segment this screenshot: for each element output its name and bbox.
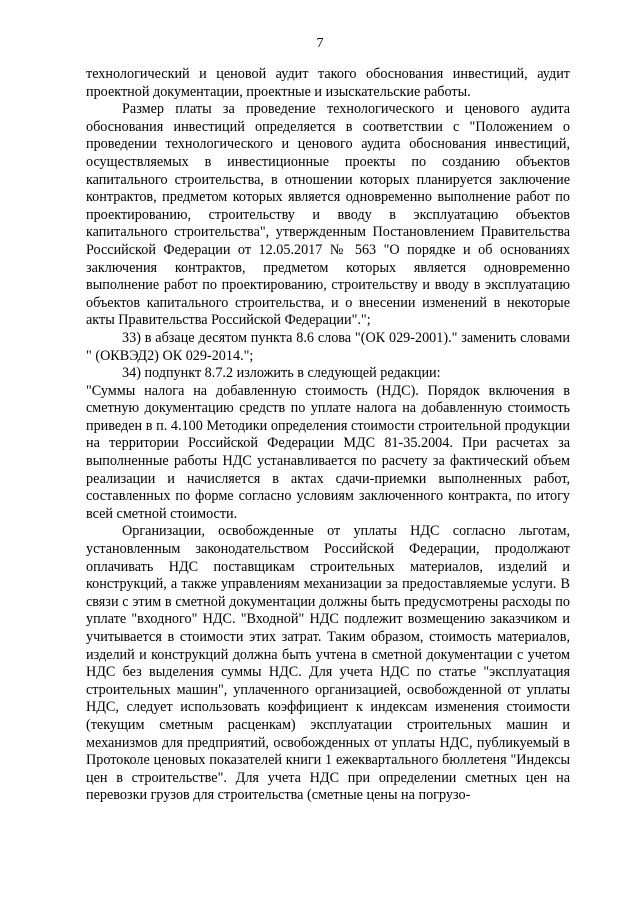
document-body bbox=[86, 66, 570, 805]
page-number: 7 bbox=[316, 36, 324, 51]
paragraph-vat-amounts: "Суммы налога на добавленную стоимость (НДС). Порядок включения в сметную документацию средств по уплате налога на добавленную стоимость приведен в п. 4.100 Методики определения стоимости строительной продукции на территории Российской Федерации МДС 81-35.2004. При расчетах за выполненные работы НДС устанавливается по расчету за фактический объем реализации и начисляется в актах сдачи-приемки выполненных работ, составленных по форме согласно условиям заключенного контракта, по итогу всей сметной стоимости. bbox=[86, 382, 570, 522]
paragraph-audit-fee: Размер платы за проведение технологического и ценового аудита обоснования инвестиций определяется в соответствии с "Положением о проведении технологического и ценового аудита обоснования инвестиций, осуществляемых в инвестиционные проекты по созданию объектов капитального строительства, в отношении которых планируется заключение контрактов, предметом которых является одновременно выполнение работ по проектированию, строительству и вводу в эксплуатацию объектов капитального строительства", утвержденным Постановлением Правительства Российской Федерации от 12.05.2017 № 563 "О порядке и об основаниях заключения контрактов, предметом которых является одновременно выполнение работ по проектированию, строительству и вводу в эксплуатацию объектов капитального строительства, и о внесении изменений в некоторые акты Правительства Российской Федерации"."; bbox=[86, 101, 570, 329]
paragraph-continuation: технологический и ценовой аудит такого обоснования инвестиций, аудит проектной документации, проектные и изыскательские работы. bbox=[86, 66, 570, 100]
paragraph-item-33: 33) в абзаце десятом пункта 8.6 слова "(ОК 029-2001)." заменить словами " (ОКВЭД2) ОК 029-2014."; bbox=[86, 329, 570, 364]
paragraph-item-34: 34) подпункт 8.7.2 изложить в следующей редакции: bbox=[122, 365, 441, 382]
paragraph-vat-exempt-organizations: Организации, освобожденные от уплаты НДС согласно льготам, установленным законодательством Российской Федерации, продолжают оплачивать НДС поставщикам строительных материалов, изделий и конструкций, а также управлениям механизации за предоставляемые услуги. В связи с этим в сметной документации должны быть предусмотрены расходы по уплате "входного" НДС. "Входной" НДС подлежит возмещению заказчиком и учитывается в стоимости этих затрат. Таким образом, стоимость материалов, изделий и конструкций должна быть учтена в сметной документации с учетом НДС без выделения суммы НДС. Для учета НДС по статье "эксплуатация строительных машин", уплаченного организацией, освобожденной от уплаты НДС, следует использовать коэффициент к индексам изменения стоимости (текущим сметным расценкам) эксплуатации строительных машин и механизмов для предприятий, освобожденных от уплаты НДС, публикуемый в Протоколе ценовых показателей книги 1 ежеквартального бюллетеня "Индексы цен в строительстве". Для учета НДС при определении сметных цен на перевозки грузов для строительства (сметные цены на погрузо- bbox=[86, 523, 570, 804]
